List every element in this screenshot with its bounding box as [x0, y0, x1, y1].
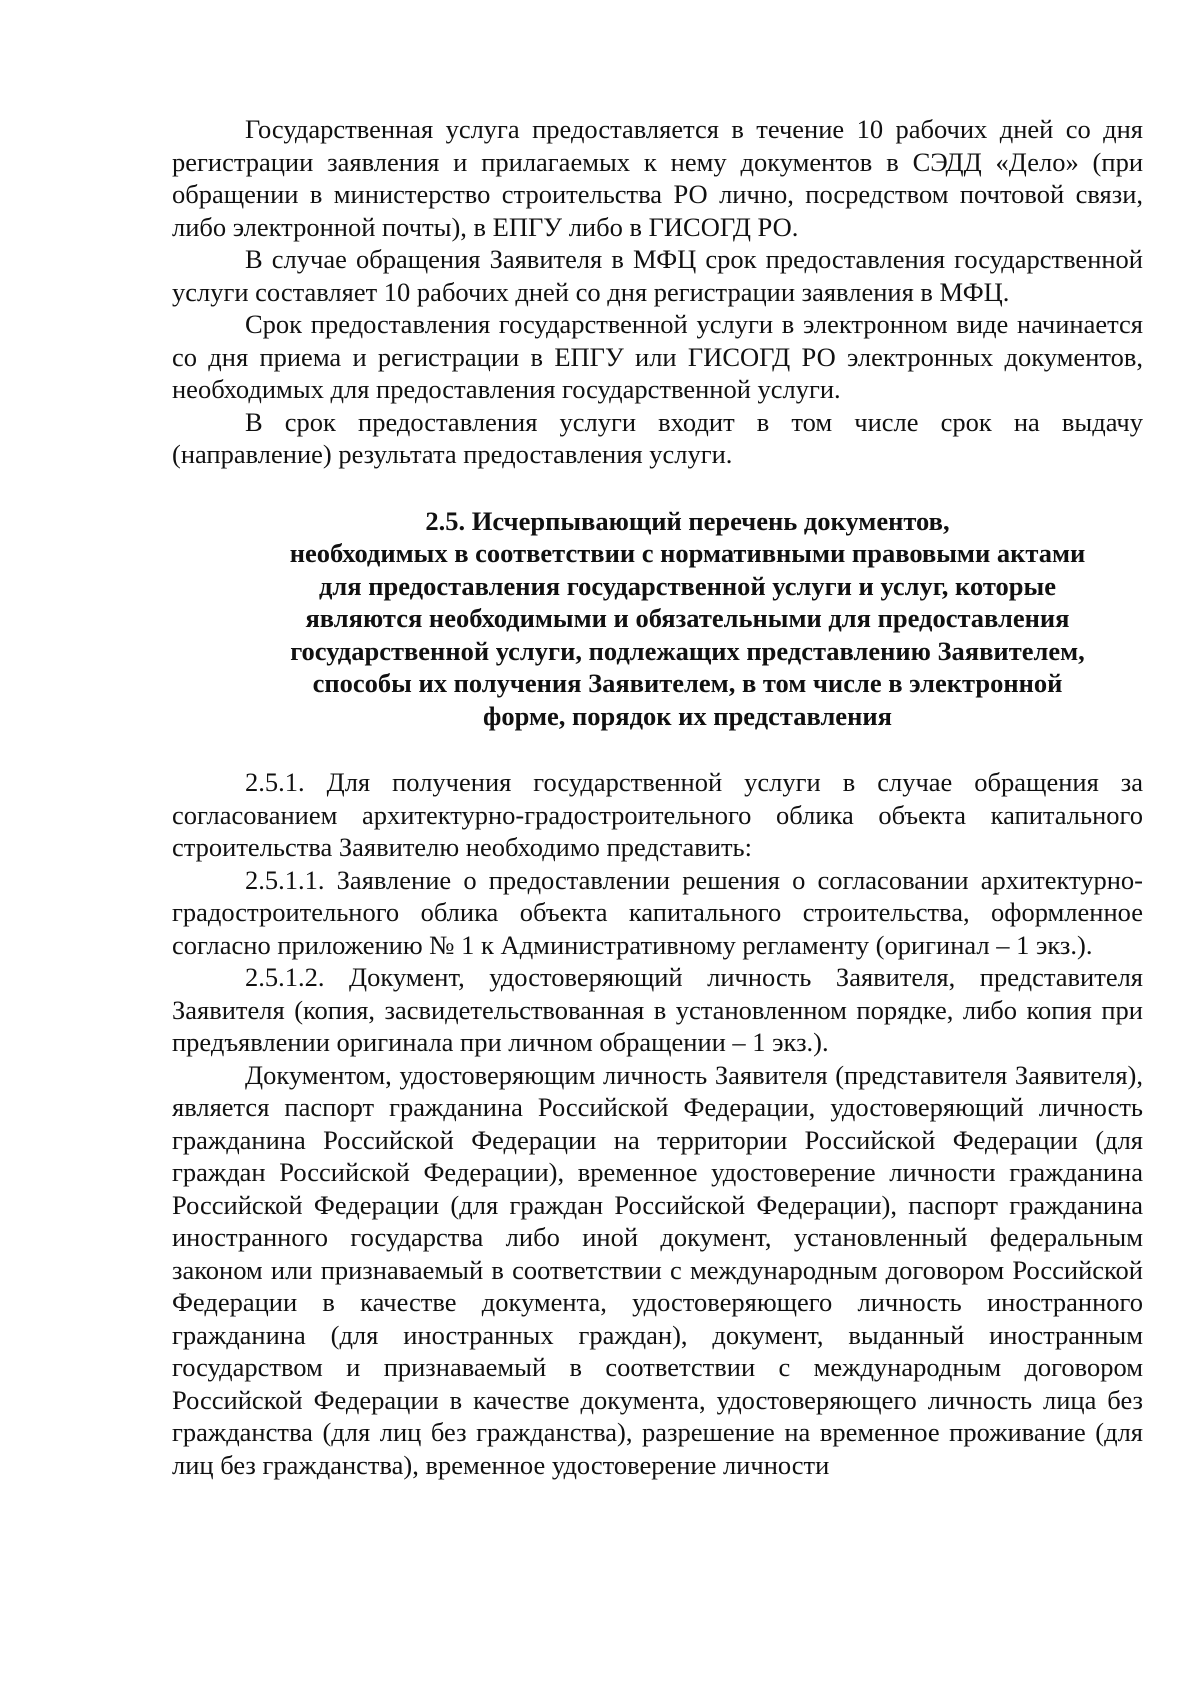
paragraph-mfc-term: В случае обращения Заявителя в МФЦ срок предоставления государственной услуги составляет 10 рабочих дней со дня регистрации заявления в МФЦ. — [172, 244, 1143, 307]
paragraph-2-5-1-1: 2.5.1.1. Заявление о предоставлении решения о согласовании архитектурно-градостроительного облика объекта капитального строительства, оформленное согласно приложению № 1 к Административному регламенту (оригинал – 1 экз.). — [172, 864, 1143, 960]
section-heading-2-5 — [172, 505, 1143, 733]
heading-line: форме, порядок их представления — [483, 700, 892, 731]
paragraph-2-5-1: 2.5.1. Для получения государственной услуги в случае обращения за согласованием архитектурно-градостроительного облика объекта капитального строительства Заявителю необходимо представить: — [172, 767, 1143, 862]
document-body — [172, 113, 1143, 1481]
heading-line: необходимых в соответствии с нормативными правовыми актами — [289, 538, 1086, 568]
paragraph-electronic-term: Срок предоставления государственной услуги в электронном виде начинается со дня приема и регистрации в ЕПГУ или ГИСОГД РО электронных документов, необходимых для предоставления государственной услуги. — [172, 309, 1143, 404]
paragraph-delivery-term: В срок предоставления услуги входит в том числе срок на выдачу (направление) результата предоставления услуги. — [172, 406, 1143, 469]
heading-line: для предоставления государственной услуги и услуг, которые — [319, 570, 1056, 601]
paragraph-service-term: Государственная услуга предоставляется в течение 10 рабочих дней со дня регистрации заявления и прилагаемых к нему документов в СЭДД «Дело» (при обращении в министерство строительства РО лично, посредством почтовой связи, либо электронной почты), в ЕПГУ либо в ГИСОГД РО. — [172, 114, 1143, 242]
paragraph-identity-documents: Документом, удостоверяющим личность Заявителя (представителя Заявителя), является паспорт гражданина Российской Федерации, удостоверяющий личность гражданина Российской Федерации на территории Российской Федерации (для граждан Российской Федерации), временное удостоверение личности гражданина Российской Федерации (для граждан Российской Федерации), паспорт гражданина иностранного государства либо иной документ, установленный федеральным законом или признаваемый в соответствии с международным договором Российской Федерации в качестве документа, удостоверяющего личность иностранного гражданина (для иностранных граждан), документ, выданный иностранным государством и признаваемый в соответствии с международным договором Российской Федерации в качестве документа, удостоверяющего личность лица без гражданства (для лиц без гражданства), разрешение на временное проживание (для лиц без гражданства), временное удостоверение личности — [172, 1059, 1143, 1480]
heading-line: 2.5. Исчерпывающий перечень документов, — [425, 505, 950, 536]
paragraph-2-5-1-2: 2.5.1.2. Документ, удостоверяющий личность Заявителя, представителя Заявителя (копия, засвидетельствованная в установленном порядке, либо копия при предъявлении оригинала при личном обращении – 1 экз.). — [172, 962, 1143, 1057]
heading-line: государственной услуги, подлежащих представлению Заявителем, — [290, 635, 1085, 666]
heading-line: являются необходимыми и обязательными для предоставления — [305, 603, 1070, 633]
heading-line: способы их получения Заявителем, в том числе в электронной — [312, 668, 1063, 698]
